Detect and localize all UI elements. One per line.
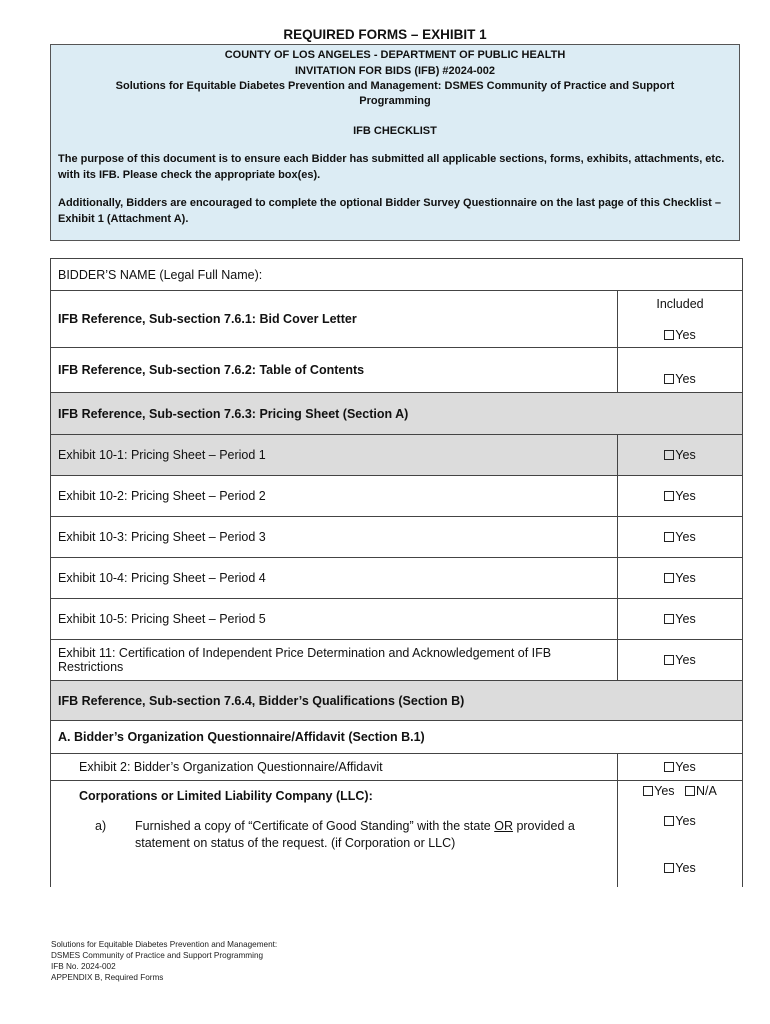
header-county: COUNTY OF LOS ANGELES - DEPARTMENT OF PUBLIC HEALTH: [224, 49, 566, 61]
checkbox-box: [664, 655, 674, 665]
item-a: [79, 818, 617, 851]
table-row: [51, 599, 743, 640]
bidder-name-field[interactable]: BIDDER’S NAME (Legal Full Name):: [51, 259, 743, 291]
table-row: [51, 291, 743, 348]
checkbox-box: [664, 573, 674, 583]
yes-label: Yes: [675, 448, 696, 462]
yes-checkbox[interactable]: [618, 328, 742, 342]
table-row: [51, 558, 743, 599]
section-header: IFB Reference, Sub-section 7.6.4, Bidder’s Qualifications (Section B): [51, 681, 743, 721]
checkbox-box: [664, 863, 674, 873]
checkbox-box: [664, 374, 674, 384]
footer-line: IFB No. 2024-002: [51, 962, 116, 971]
yes-checkbox[interactable]: [618, 348, 743, 393]
yes-label: Yes: [675, 612, 696, 626]
row-label: Exhibit 10-3: Pricing Sheet – Period 3: [51, 517, 618, 558]
yes-label: Yes: [675, 489, 696, 503]
row-label: IFB Reference, Sub-section 7.6.1: Bid Cover Letter: [51, 291, 618, 348]
table-row: [51, 781, 743, 887]
footer-line: Solutions for Equitable Diabetes Prevention and Management:: [51, 940, 278, 949]
item-a-text-post: provided a statement on status of the request. (if Corporation or LLC): [135, 819, 575, 850]
included-cell: [618, 291, 743, 348]
yes-checkbox[interactable]: [643, 784, 674, 798]
section-header: IFB Reference, Sub-section 7.6.3: Pricing Sheet (Section A): [51, 393, 743, 435]
item-a-text-pre: Furnished a copy of “Certificate of Good Standing” with the state: [135, 819, 495, 833]
table-row: [51, 517, 743, 558]
item-a-text: [135, 818, 617, 851]
yes-checkbox[interactable]: [618, 558, 743, 599]
yes-checkbox[interactable]: [618, 517, 743, 558]
table-row: [51, 640, 743, 681]
row-label: Exhibit 2: Bidder’s Organization Questionnaire/Affidavit: [51, 754, 618, 781]
row-label: Exhibit 10-1: Pricing Sheet – Period 1: [51, 435, 618, 476]
item-a-marker: a): [95, 819, 107, 833]
row-label: Exhibit 10-4: Pricing Sheet – Period 4: [51, 558, 618, 599]
header-box: [50, 44, 740, 241]
yes-label: Yes: [654, 784, 675, 798]
yes-checkbox[interactable]: [618, 754, 743, 781]
included-header: Included: [656, 297, 704, 311]
na-checkbox[interactable]: [685, 784, 717, 798]
yes-label: Yes: [675, 372, 696, 386]
yes-checkbox[interactable]: [618, 476, 743, 517]
yes-label: Yes: [675, 328, 696, 342]
checkbox-box: [664, 762, 674, 772]
table-row: [51, 681, 743, 721]
yes-label: Yes: [675, 571, 696, 585]
checkbox-box: [664, 450, 674, 460]
header-ifb-number: INVITATION FOR BIDS (IFB) #2024-002: [294, 65, 496, 77]
llc-options: [618, 784, 742, 798]
page-footer: [51, 939, 277, 983]
yes-label: Yes: [675, 653, 696, 667]
checkbox-box: [643, 786, 653, 796]
checkbox-box: [664, 330, 674, 340]
checkbox-box: [664, 491, 674, 501]
document-title: REQUIRED FORMS – EXHIBIT 1: [283, 27, 487, 42]
yes-label: Yes: [675, 861, 696, 875]
header-survey-paragraph: Additionally, Bidders are encouraged to complete the optional Bidder Survey Questionnaire on the last page of this Checklist – Exhibit 1 (Attachment A).: [58, 197, 721, 225]
yes-checkbox[interactable]: [618, 599, 743, 640]
table-row: [51, 721, 743, 754]
footer-line: DSMES Community of Practice and Support Programming: [51, 951, 264, 960]
row-label: IFB Reference, Sub-section 7.6.2: Table of Contents: [51, 348, 618, 393]
table-row: [51, 348, 743, 393]
yes-checkbox[interactable]: [618, 640, 743, 681]
table-row: [51, 393, 743, 435]
checkbox-box: [664, 816, 674, 826]
yes-label: Yes: [675, 814, 696, 828]
llc-checkbox-cell: [618, 781, 743, 887]
yes-checkbox[interactable]: [618, 435, 743, 476]
header-purpose-paragraph: The purpose of this document is to ensure each Bidder has submitted all applicable sections, forms, exhibits, attachments, etc. with its IFB. Please check the appropriate box(es).: [58, 153, 725, 181]
yes-checkbox[interactable]: [618, 814, 742, 828]
header-checklist-label: IFB CHECKLIST: [353, 125, 437, 137]
table-row: [51, 435, 743, 476]
checkbox-box: [664, 532, 674, 542]
header-solution-title-cont: Programming: [359, 95, 431, 107]
yes-checkbox[interactable]: [618, 861, 742, 875]
row-label: Exhibit 11: Certification of Independent Price Determination and Acknowledgement of IFB Restrictions: [51, 640, 618, 681]
item-a-or: OR: [494, 819, 513, 833]
table-row: [51, 754, 743, 781]
llc-heading: Corporations or Limited Liability Company (LLC):: [79, 789, 373, 803]
yes-label: Yes: [675, 530, 696, 544]
table-row: [51, 259, 743, 291]
subsection-header: A. Bidder’s Organization Questionnaire/Affidavit (Section B.1): [51, 721, 743, 754]
checkbox-box: [685, 786, 695, 796]
checklist-table: [50, 258, 743, 887]
checkbox-box: [664, 614, 674, 624]
row-label: Exhibit 10-2: Pricing Sheet – Period 2: [51, 476, 618, 517]
yes-label: Yes: [675, 760, 696, 774]
table-row: [51, 476, 743, 517]
footer-line: APPENDIX B, Required Forms: [51, 973, 164, 982]
row-label: Exhibit 10-5: Pricing Sheet – Period 5: [51, 599, 618, 640]
na-label: N/A: [695, 784, 717, 798]
header-solution-title: Solutions for Equitable Diabetes Prevention and Management: DSMES Community of Practice and Support: [115, 80, 675, 92]
llc-cell: [51, 781, 618, 887]
